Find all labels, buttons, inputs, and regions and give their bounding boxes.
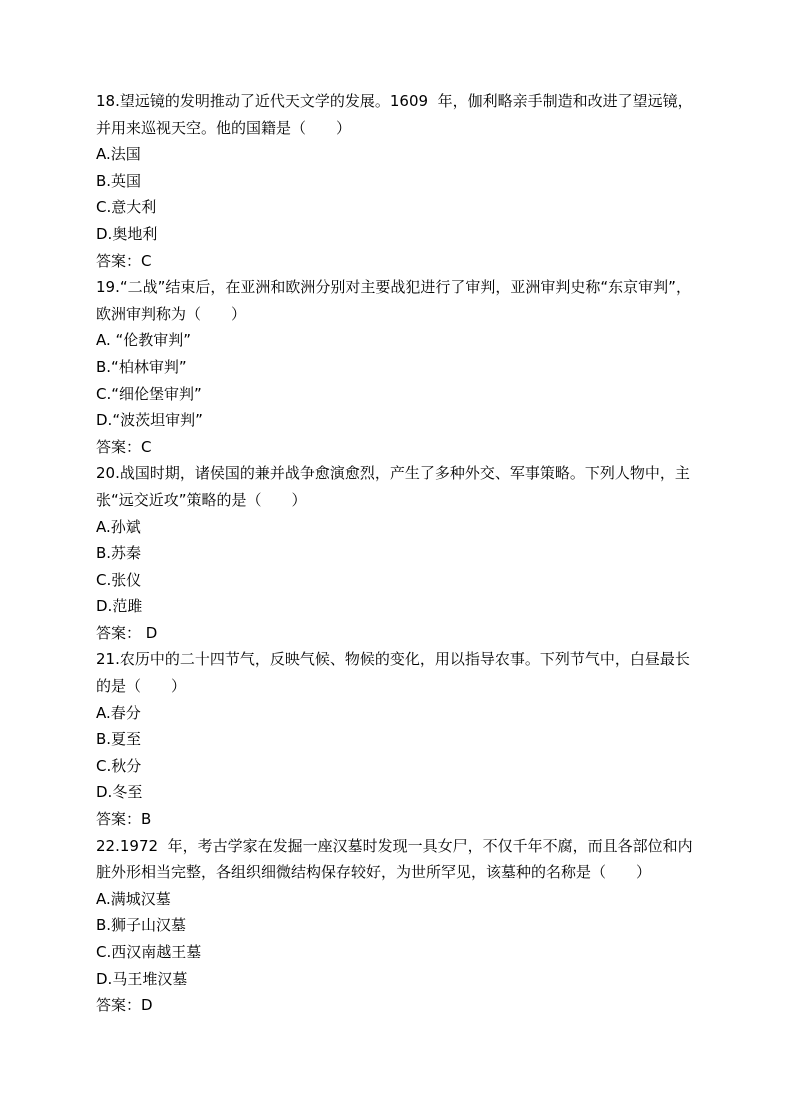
answer-line: 答案： D xyxy=(96,623,158,642)
question-block-21 xyxy=(96,646,694,832)
answer-line: 答案：C xyxy=(96,251,152,270)
option-a: A.孙斌 xyxy=(96,517,141,536)
option-b: B.狮子山汉墓 xyxy=(96,916,187,935)
question-block-19 xyxy=(96,274,701,460)
option-b: B.苏秦 xyxy=(96,544,142,563)
option-b: B.夏至 xyxy=(96,730,142,749)
question-text: 21.农历中的二十四节气，反映气候、物候的变化，用以指导农事。下列节气中，白昼最长的是（ ） xyxy=(96,650,690,696)
question-text: 19.“二战”结束后，在亚洲和欧洲分别对主要战犯进行了审判，亚洲审判史称“东京审判”， 欧洲审判称为（ ） xyxy=(96,278,701,323)
option-d: D.马王堆汉墓 xyxy=(96,969,188,988)
question-block-22 xyxy=(96,833,694,1019)
option-a: A.春分 xyxy=(96,703,141,722)
option-d: D.奥地利 xyxy=(96,224,158,243)
option-c: C.西汉南越王墓 xyxy=(96,943,202,961)
option-a: A.满城汉墓 xyxy=(96,889,171,908)
question-block-18 xyxy=(96,88,694,274)
answer-line: 答案：B xyxy=(96,810,152,829)
option-c: C.意大利 xyxy=(96,198,157,217)
option-c: C.“细伦堡审判” xyxy=(96,384,202,403)
option-a: A. “伦教审判” xyxy=(96,331,192,350)
option-b: B.英国 xyxy=(96,171,142,190)
answer-line: 答案：C xyxy=(96,437,152,456)
question-text: 20.战国时期，诸侯国的兼并战争愈演愈烈，产生了多种外交、军事策略。下列人物中，主张“远交近攻”策略的是（ ） xyxy=(96,464,690,509)
option-c: C.秋分 xyxy=(96,756,142,775)
option-a: A.法国 xyxy=(96,145,141,164)
option-c: C.张仪 xyxy=(96,570,142,589)
option-d: D.“波茨坦审判” xyxy=(96,411,203,430)
question-text: 22.1972 年，考古学家在发掘一座汉墓时发现一具女尸，不仅千年不腐，而且各部位和内脏外形相当完整，各组织细微结构保存较好，为世所罕见，该墓种的名称是（ ） xyxy=(96,836,693,882)
question-block-20 xyxy=(96,460,694,646)
option-d: D.范雎 xyxy=(96,597,143,616)
question-text: 18.望远镜的发明推动了近代天文学的发展。1609 年，伽利略亲手制造和改进了望远镜，并用来巡视天空。他的国籍是（ ） xyxy=(96,92,693,137)
document-page xyxy=(96,88,701,1019)
option-d: D.冬至 xyxy=(96,783,143,802)
option-b: B.“柏林审判” xyxy=(96,357,187,376)
answer-line: 答案：D xyxy=(96,996,153,1015)
